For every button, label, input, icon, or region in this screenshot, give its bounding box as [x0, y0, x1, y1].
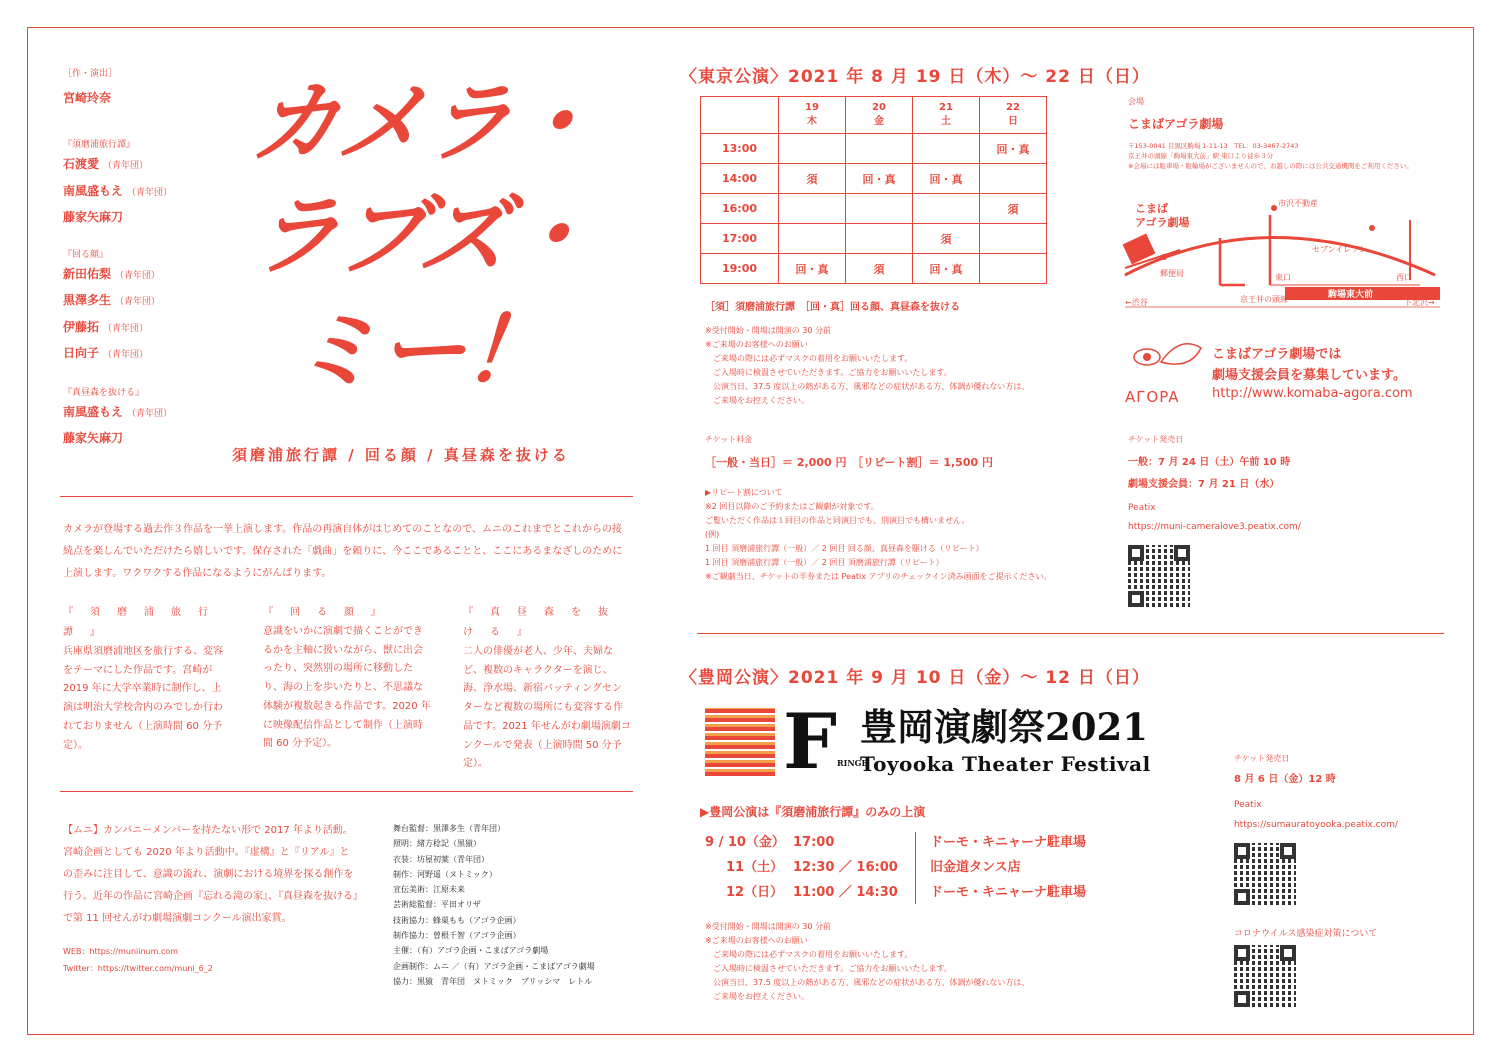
- schedule-row: [701, 254, 1047, 284]
- schedule-cell: 須: [846, 254, 913, 284]
- map-shibuya: ←渋谷: [1125, 298, 1148, 307]
- staff-item: 芸術総監督：平田オリザ: [393, 900, 481, 910]
- cast-member: [63, 315, 233, 342]
- cast-member-aff: （青年団）: [127, 187, 173, 198]
- qr-code[interactable]: [1128, 545, 1190, 607]
- cast-member-name: 藤家矢麻刀: [63, 210, 124, 224]
- schedule-time: 13:00: [701, 134, 779, 164]
- cast-member-name: 南風盛もえ: [63, 404, 124, 419]
- work-column: [63, 603, 231, 755]
- fringe-rest: RINGE: [836, 758, 868, 768]
- work-column: [263, 603, 431, 754]
- venue-address: 〒153-0041 目黒区駒場 1-11-13 TEL：03-3467-2743: [1128, 142, 1299, 150]
- cast-member-aff: （青年団）: [115, 270, 161, 281]
- note-line: ※ご観劇当日、チケットの半券または Peatix アプリのチェックイン済み画面をご提示ください。: [705, 572, 1052, 581]
- work-title: 『須磨浦旅行譚』: [63, 607, 225, 638]
- agora-ad-line1: こまばアゴラ劇場では: [1212, 347, 1342, 362]
- map-line: 京王井の頭線: [1240, 295, 1288, 304]
- subtitle: 須磨浦旅行譚 / 回る顔 / 真昼森を抜ける: [232, 446, 570, 464]
- schedule-cell: 回・真: [980, 134, 1047, 164]
- schedule-day: [913, 97, 980, 134]
- toyooka-notes: [705, 920, 1105, 1004]
- staff-list: [393, 821, 633, 989]
- staff-item: 制作協力：曽根千智（アゴラ企画）: [393, 931, 521, 941]
- toyooka-row: [700, 880, 1120, 905]
- schedule-cell: 須: [980, 194, 1047, 224]
- schedule-time: 14:00: [701, 164, 779, 194]
- work-title: 『真昼森を抜ける』: [463, 607, 625, 638]
- map-theater: こまば アゴラ劇場: [1135, 202, 1190, 229]
- toyooka-time: 11:00 ／ 14:30: [793, 885, 898, 900]
- schedule-cell: [779, 134, 846, 164]
- schedule-day-week: 木: [807, 116, 817, 127]
- agora-ad-text: [1212, 344, 1406, 386]
- note-line: ▶リピート割について: [705, 488, 783, 497]
- map-station: 駒場東大前: [1328, 290, 1374, 300]
- fringe-letter: F: [783, 697, 837, 786]
- schedule-cell: [913, 134, 980, 164]
- map-seven: セブンイレブン: [1312, 245, 1367, 254]
- cast-member: [63, 426, 233, 451]
- divider: [60, 496, 633, 497]
- work-column: [463, 603, 631, 774]
- staff-item: 技術協力：蜂巣もも（アゴラ企画）: [393, 915, 521, 925]
- agora-url[interactable]: http://www.komaba-agora.com: [1212, 386, 1413, 401]
- agora-logo: [1125, 340, 1205, 405]
- staff-item: 協力：黒猿 青年団 ヌトミック ブリッシマ レトル: [393, 976, 593, 986]
- tokyo-schedule: [700, 96, 1047, 284]
- schedule-day-week: 土: [941, 116, 951, 127]
- schedule-day-num: 21: [939, 102, 953, 113]
- cast-member-aff: （青年団）: [127, 408, 173, 419]
- tokyo-legend: ［須］須磨浦旅行譚 ［回・真］回る顔、真昼森を抜ける: [705, 302, 960, 313]
- cast-member: [63, 205, 233, 230]
- cast-group-head: 『真昼森を抜ける』: [63, 387, 145, 398]
- cast-member: [63, 152, 233, 179]
- covid-label[interactable]: コロナウイルス感染症対策について: [1234, 929, 1378, 939]
- cast-member-aff: （青年団）: [103, 161, 149, 171]
- schedule-day-num: 22: [1006, 102, 1020, 113]
- note-line: 1 回目 須磨浦旅行譚（一般）／ 2 回目 回る顔、真昼森を駆ける（リピート）: [705, 544, 984, 553]
- note-line: ※2 回目以降のご予約またはご観劇が対象です。: [705, 502, 879, 511]
- fest-logo: [783, 697, 868, 786]
- cast-member-aff: （青年団）: [115, 297, 161, 307]
- fest-pattern-icon: [705, 708, 775, 776]
- venue-note: ※会場には駐車場・駐輪場がございませんので、お越しの際には公共交通機関をご利用ください。: [1128, 162, 1413, 170]
- note-line: ※受付開始・開場は開演の 30 分前: [705, 326, 831, 335]
- note-line: ご来場の際には必ずマスクの着用をお願いいたします。: [705, 354, 913, 363]
- schedule-day-num: 20: [872, 102, 886, 113]
- director-label: ［作・演出］: [63, 69, 118, 79]
- divider: [697, 633, 1444, 634]
- cast-member-name: 石渡愛: [63, 157, 100, 171]
- note-line: ご入場時に検温させていただきます。ご協力をお願いいたします。: [705, 368, 952, 377]
- note-line: 1 回目 須磨浦旅行譚（一般）／ 2 回目 須磨浦旅行譚（リピート）: [705, 558, 944, 567]
- sale-general: 一般：7 月 24 日（土）午前 10 時: [1128, 457, 1291, 468]
- cast-member-name: 南風盛もえ: [63, 183, 124, 198]
- cast-group-head: 『須磨浦旅行譚』: [63, 140, 136, 150]
- toyooka-sale-label: チケット発売日: [1234, 754, 1290, 763]
- main-title: [246, 68, 612, 438]
- title-line-1: カメラ・: [246, 71, 602, 174]
- eye-leaf-icon: [1125, 340, 1205, 380]
- map-west: 西口: [1396, 273, 1412, 282]
- schedule-day: [779, 97, 846, 134]
- schedule-cell: 須: [913, 224, 980, 254]
- note-line: ※受付開始・開場は開演の 30 分前: [705, 922, 831, 931]
- toyooka-sale-date: 8 月 6 日（金）12 時: [1234, 774, 1336, 785]
- schedule-cell: 回・真: [779, 254, 846, 284]
- divider: [915, 832, 916, 904]
- schedule-time: 19:00: [701, 254, 779, 284]
- schedule-day: [980, 97, 1047, 134]
- schedule-day-week: 日: [1008, 116, 1018, 127]
- schedule-day: [846, 97, 913, 134]
- schedule-cell: 回・真: [913, 254, 980, 284]
- cast-group: [63, 248, 233, 368]
- cast-member-name: 伊藤拓: [63, 319, 100, 334]
- cast-member-name: 藤家矢麻刀: [63, 431, 124, 445]
- schedule-row: [701, 194, 1047, 224]
- ticket-price: ［一般・当日］＝ 2,000 円 ［リピート割］＝ 1,500 円: [705, 456, 993, 469]
- schedule-row: [701, 224, 1047, 254]
- cast-member-name: 日向子: [63, 346, 100, 360]
- schedule-cell: [779, 194, 846, 224]
- note-line: 公演当日、37.5 度以上の熱がある方、風邪などの症状がある方、体調が優れない方は、: [705, 978, 1030, 987]
- toyooka-date: 12（日）: [726, 885, 784, 900]
- note-line: ※ご来場のお客様へのお願い: [705, 340, 808, 349]
- toyooka-schedule: [700, 830, 1120, 905]
- venue-info: [1128, 141, 1448, 171]
- schedule-cell: [779, 224, 846, 254]
- cast-group: [63, 386, 233, 451]
- cast-member-aff: （青年団）: [103, 350, 149, 360]
- note-line: ご覧いただく作品は１回目の作品と同演目でも、別演目でも構いません。: [705, 516, 970, 525]
- schedule-cell: 回・真: [846, 164, 913, 194]
- staff-item: 主催：（有）アゴラ企画・こまばアゴラ劇場: [393, 946, 549, 956]
- note-line: 公演当日、37.5 度以上の熱がある方、風邪などの症状がある方、体調が優れない方は、: [705, 382, 1030, 391]
- staff-item: 制作：河野遥（ヌトミック）: [393, 869, 497, 879]
- note-line: ご来場をお控えください。: [705, 396, 809, 405]
- toyooka-place: ドーモ・キニャーナ駐車場: [930, 835, 1087, 850]
- sale-member: 劇場支援会員：7 月 21 日（水）: [1128, 479, 1280, 490]
- fest-name-jp: 豊岡演劇祭2021: [860, 705, 1148, 749]
- map-shimokita: 下北沢→: [1404, 298, 1435, 307]
- schedule-cell: 須: [779, 164, 846, 194]
- cast-member-name: 黒澤多生: [63, 293, 112, 307]
- director-name: 宮崎玲奈: [63, 91, 112, 105]
- tokyo-notes: [705, 324, 1105, 408]
- schedule-time: 17:00: [701, 224, 779, 254]
- note-line: ご来場をお控えください。: [705, 992, 809, 1001]
- schedule-cell: [913, 194, 980, 224]
- staff-item: 衣装：坊屋初葉（青年団）: [393, 854, 489, 864]
- intro-text: カメラが登場する過去作３作品を一挙上演します。作品の再演自体がはじめてのことなので、ムニのこれまでとこれからの接続点を楽しんでいただけたら嬉しいです。保存された「戯曲」を頼りに、今ここであることと、ここにあるまなざしのために上演します。ワクワクする作品になるようにがんばります。: [63, 524, 623, 579]
- schedule-cell: [846, 194, 913, 224]
- toyooka-title: 〈豊岡公演〉2021 年 9 月 10 日（金）～ 12 日（日）: [680, 668, 1150, 688]
- toyooka-place: 旧金道タンス店: [930, 860, 1021, 875]
- toyooka-peatix-label: Peatix: [1234, 800, 1262, 810]
- cast-member: [63, 262, 233, 289]
- schedule-cell: [846, 134, 913, 164]
- schedule-day-num: 19: [805, 102, 819, 113]
- schedule-day-week: 金: [874, 116, 884, 127]
- agora-logo-text: AГOPA: [1125, 388, 1180, 406]
- fest-name-en: Toyooka Theater Festival: [860, 752, 1151, 776]
- venue-access: 京王井の頭線「駒場東大前」駅 東口より徒歩３分: [1128, 152, 1274, 160]
- company-text: 【ムニ】カンパニーメンバーを持たない形で 2017 年より活動。宮崎企画としても 2020 年より活動中。『虚構』と『リアル』との歪みに注目して、意識の流れ、演劇における境界を探る創作を行う。近年の作品に宮崎企画『忘れる滝の家』、『真昼森を抜ける』で第 11 回せんがわ劇場演劇コンクール演出家賞。: [63, 825, 358, 924]
- toyooka-peatix-url[interactable]: https://sumauratoyooka.peatix.com/: [1234, 820, 1398, 830]
- sale-label: チケット発売日: [1128, 435, 1184, 444]
- cast-member-name: 新田佑梨: [63, 266, 112, 281]
- ticket-label: チケット料金: [705, 435, 753, 444]
- cast-member: [63, 341, 233, 368]
- repeat-notes: [705, 486, 1125, 584]
- staff-item: 照明：緒方稔記（黒猿）: [393, 839, 481, 849]
- title-line-3: ミー！: [286, 299, 556, 402]
- note-line: ご来場の際には必ずマスクの着用をお願いいたします。: [705, 950, 913, 959]
- schedule-header-row: [701, 97, 1047, 134]
- staff-item: 舞台監督：黒澤多生（青年団）: [393, 824, 505, 833]
- toyooka-time: 12:30 ／ 16:00: [793, 860, 898, 875]
- toyooka-time: 17:00: [793, 835, 835, 850]
- tokyo-title: 〈東京公演〉2021 年 8 月 19 日（木）～ 22 日（日）: [680, 67, 1150, 87]
- staff-item: 宣伝美術：江原未来: [393, 885, 465, 895]
- toyooka-row: [700, 855, 1120, 880]
- cast-member: [63, 288, 233, 315]
- staff-item: 企画制作：ムニ ／（有）アゴラ企画・こまばアゴラ劇場: [393, 961, 595, 971]
- schedule-row: [701, 164, 1047, 194]
- work-title: 『回る顔』: [263, 607, 398, 618]
- divider: [60, 791, 633, 792]
- note-line: ご入場時に検温させていただきます。ご協力をお願いいたします。: [705, 964, 952, 973]
- peatix-url[interactable]: https://muni-cameralove3.peatix.com/: [1128, 522, 1301, 532]
- qr-code[interactable]: [1234, 843, 1296, 905]
- sale-dates: [1128, 452, 1290, 496]
- schedule-cell: [846, 224, 913, 254]
- map-post: 郵便局: [1160, 269, 1184, 278]
- title-line-2: ラブズ・: [246, 184, 598, 287]
- work-text: 兵庫県須磨浦地区を旅行する、変容をテーマにした作品です。宮崎が 2019 年に大学卒業時に制作し、上演は明治大学校舎内のみでしか行われておりません（上演時間 60 分予定）。: [63, 646, 223, 751]
- cast-list: [63, 138, 233, 451]
- cast-member-aff: （青年団）: [103, 323, 149, 334]
- schedule-cell: [980, 164, 1047, 194]
- schedule-cell: [980, 224, 1047, 254]
- cast-group: [63, 138, 233, 230]
- peatix-label: Peatix: [1128, 503, 1156, 513]
- web-link[interactable]: WEB：https://muniinum.com: [63, 947, 179, 956]
- toyooka-only: ▶豊岡公演は『須磨浦旅行譚』のみの上演: [700, 805, 926, 819]
- toyooka-date: 11（土）: [726, 860, 784, 875]
- cast-group-head: 『回る顔』: [63, 249, 109, 260]
- venue-map: [1120, 190, 1450, 315]
- schedule-time: 16:00: [701, 194, 779, 224]
- cast-member: [63, 179, 233, 206]
- map-realty: 市沢不動産: [1278, 199, 1318, 208]
- map-east: 東口: [1275, 273, 1291, 282]
- toyooka-place: ドーモ・キニャーナ駐車場: [930, 885, 1087, 900]
- agora-ad-line2: 劇場支援会員を募集しています。: [1212, 368, 1406, 383]
- note-line: ※ご来場のお客様へのお願い: [705, 936, 808, 945]
- toyooka-row: [700, 830, 1120, 855]
- schedule-cell: [980, 254, 1047, 284]
- qr-code[interactable]: [1234, 945, 1296, 1007]
- schedule-cell: 回・真: [913, 164, 980, 194]
- twitter-link[interactable]: Twitter：https://twitter.com/muni_6_2: [63, 964, 213, 973]
- schedule-corner: [701, 97, 779, 134]
- cast-member: [63, 400, 233, 427]
- work-text: 意識をいかに演劇で描くことができるかを主軸に扱いながら、獣に出会ったり、突然別の場所に移動したり、海の上を歩いたりと、不思議な体験が複数起きる作品です。2020 年に映像配信作品として制作（上演時間 60 分予定）。: [263, 626, 431, 750]
- schedule-row: [701, 134, 1047, 164]
- venue-name: こまばアゴラ劇場: [1128, 117, 1224, 131]
- note-line: (例): [705, 530, 720, 539]
- work-text: 二人の俳優が老人、少年、夫婦など、複数のキャラクターを演じ、海、浄水場、新宿バッティングセンターなど複数の場所にも変容する作品です。2021 年せんがわ劇場演劇コンクールで発表（上演時間 50 分予定）。: [463, 646, 631, 770]
- venue-label: 会場: [1128, 97, 1144, 106]
- toyooka-date: 9 / 10（金）: [705, 835, 785, 850]
